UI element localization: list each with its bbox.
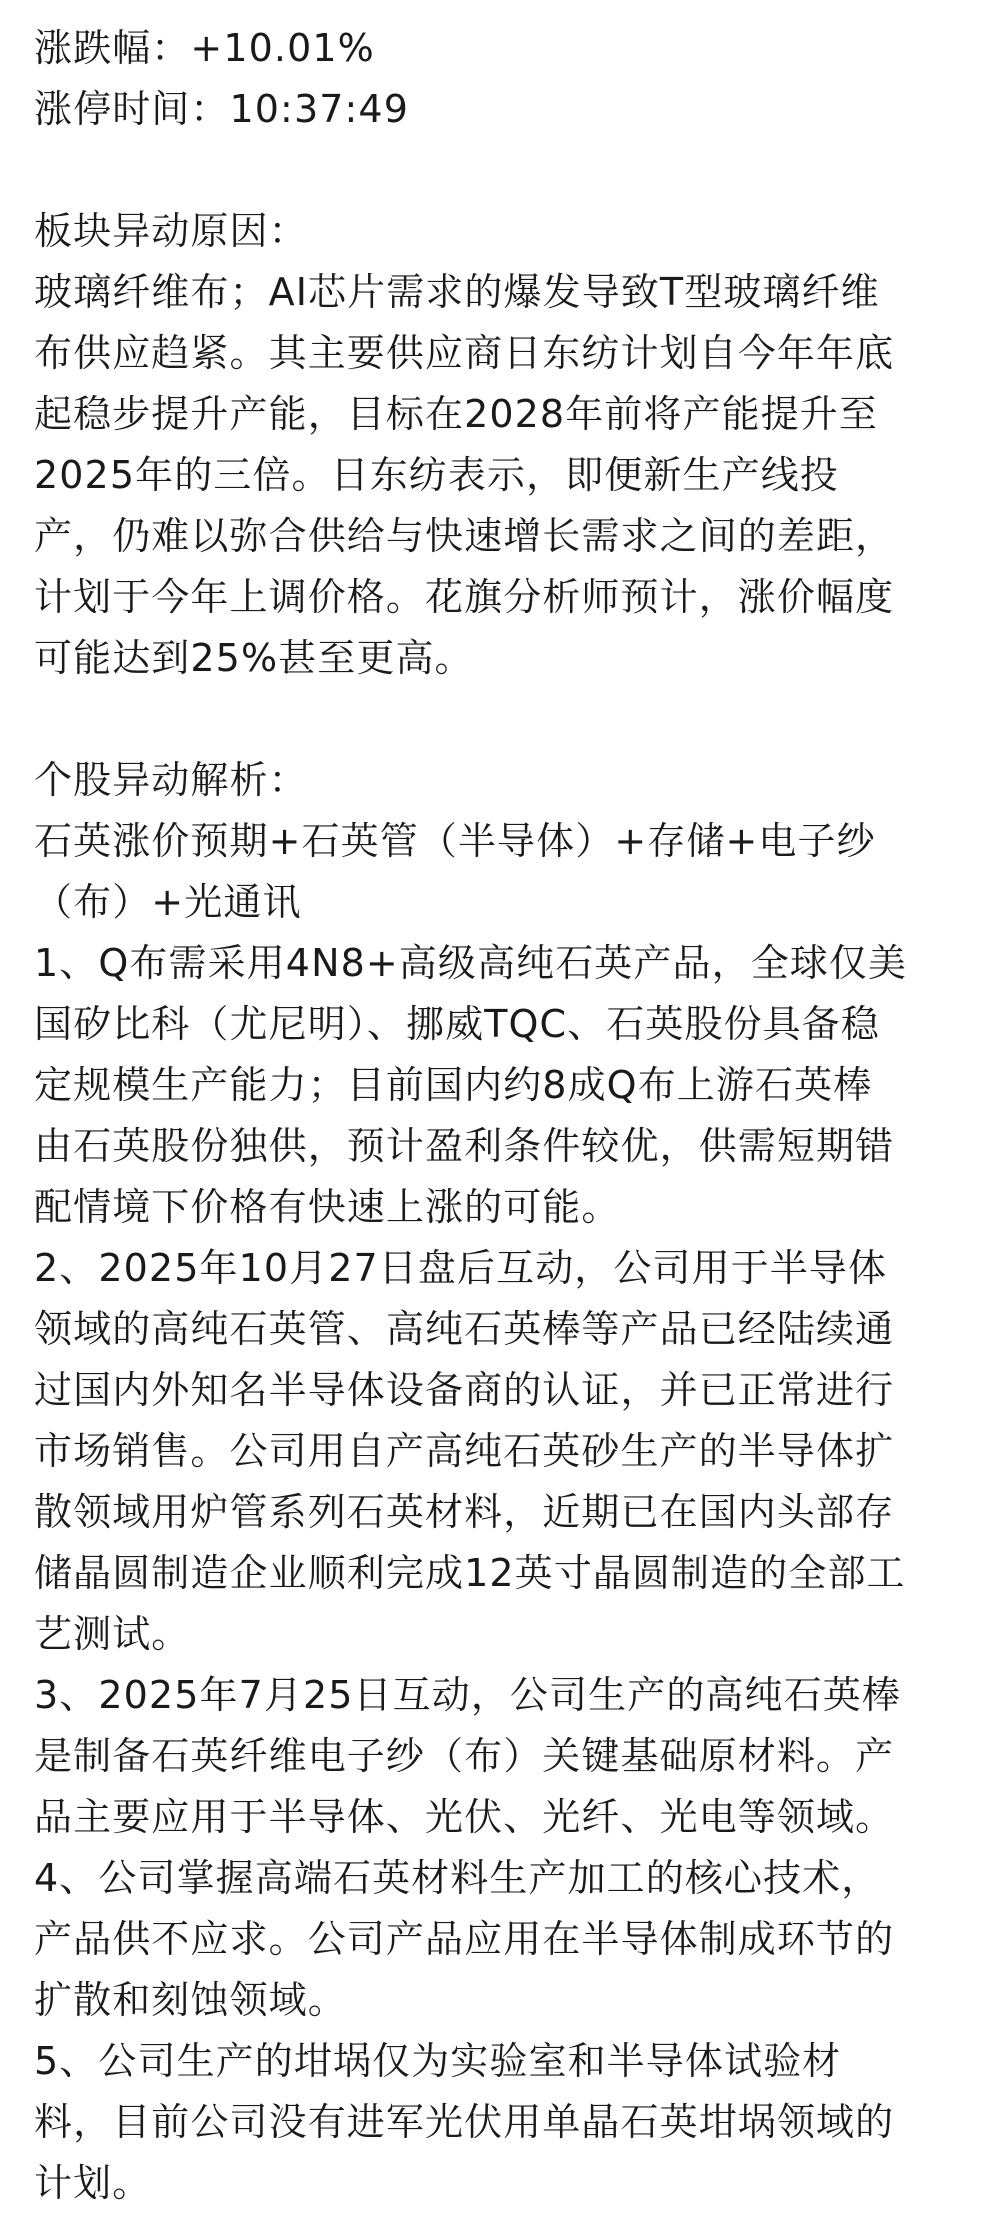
sector-line: 产，仍难以弥合供给与快速增长需求之间的差距， [34, 514, 895, 558]
point-1-line: 1、Q布需采用4N8+高级高纯石英产品，全球仅美 [34, 941, 908, 985]
point-2-line: 领域的高纯石英管、高纯石英棒等产品已经陆续通 [34, 1307, 895, 1351]
point-4-line: 4、公司掌握高端石英材料生产加工的核心技术， [34, 1856, 881, 1900]
point-2-line: 过国内外知名半导体设备商的认证，并已正常进行 [34, 1368, 895, 1412]
point-5-line: 料，目前公司没有进军光伏用单晶石英坩埚领域的 [34, 2100, 895, 2144]
point-2-line: 储晶圆制造企业顺利完成12英寸晶圆制造的全部工 [34, 1551, 906, 1595]
sector-line: 玻璃纤维布；AI芯片需求的爆发导致T型玻璃纤维 [34, 270, 880, 314]
sector-reason-title: 板块异动原因： [34, 209, 308, 253]
point-2-line: 散领域用炉管系列石英材料，近期已在国内头部存 [34, 1490, 895, 1534]
point-1-line: 由石英股份独供，预计盈利条件较优，供需短期错 [34, 1124, 895, 1168]
sector-line: 起稳步提升产能，目标在2028年前将产能提升至 [34, 392, 879, 436]
sector-line: 布供应趋紧。其主要供应商日东纺计划自今年年底 [34, 331, 895, 375]
point-3-line: 3、2025年7月25日互动，公司生产的高纯石英棒 [34, 1673, 901, 1717]
sector-line: 可能达到25%甚至更高。 [34, 636, 474, 680]
point-1-line: 国矽比科（尤尼明）、挪威TQC、石英股份具备稳 [34, 1002, 880, 1046]
stock-summary-line: （布）+光通讯 [34, 880, 302, 924]
point-3-line: 是制备石英纤维电子纱（布）关键基础原材料。产 [34, 1734, 895, 1778]
stock-summary-line: 石英涨价预期+石英管（半导体）+存储+电子纱 [34, 819, 876, 863]
price-change-text: 涨跌幅：+10.01% [34, 26, 375, 70]
point-4-line: 产品供不应求。公司产品应用在半导体制成环节的 [34, 1917, 895, 1961]
stock-analysis-title: 个股异动解析： [34, 758, 308, 802]
point-2-line: 2、2025年10月27日盘后互动，公司用于半导体 [34, 1246, 888, 1290]
limit-up-time-text: 涨停时间：10:37:49 [34, 87, 409, 131]
blank-line [34, 689, 968, 750]
point-5-line: 5、公司生产的坩埚仅为实验室和半导体试验材 [34, 2039, 842, 2083]
point-1-line: 配情境下价格有快速上涨的可能。 [34, 1185, 621, 1229]
point-1-line: 定规模生产能力；目前国内约8成Q布上游石英棒 [34, 1063, 873, 1107]
point-2-line: 艺测试。 [34, 1612, 191, 1656]
blank-line [34, 140, 968, 201]
sector-line: 计划于今年上调价格。花旗分析师预计，涨价幅度 [34, 575, 895, 619]
point-3-line: 品主要应用于半导体、光伏、光纤、光电等领域。 [34, 1795, 895, 1839]
point-5-line: 计划。 [34, 2161, 152, 2205]
point-4-line: 扩散和刻蚀领域。 [34, 1978, 347, 2022]
point-2-line: 市场销售。公司用自产高纯石英砂生产的半导体扩 [34, 1429, 895, 1473]
sector-line: 2025年的三倍。日东纺表示，即便新生产线投 [34, 453, 839, 497]
